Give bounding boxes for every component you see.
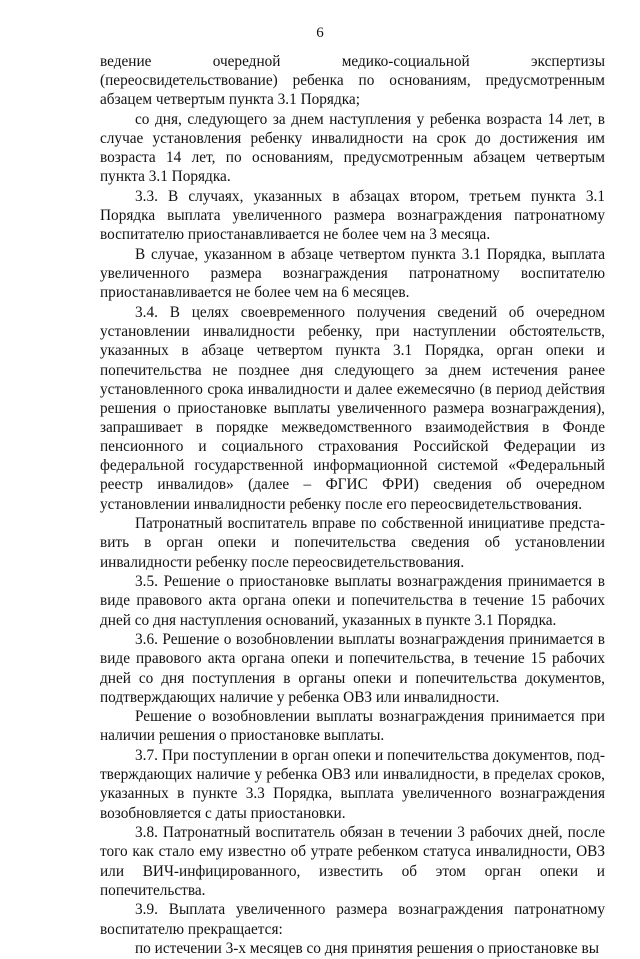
paragraph: со дня, следующего за днем наступления у ребенка возраста 14 лет, в случае установления ребенку инвалидности на срок до достижения им возраста 14 лет, по основаниям, предусмотренным абзацем четвертым пункта 3.1 Порядка. bbox=[100, 110, 605, 186]
paragraph: 3.5. Решение о приостановке выплаты вознаграждения принимается в виде правового акта органа опеки и попечительства в течение 15 рабочих дней со дня наступления оснований, указанных в пункте 3.1 Порядка. bbox=[100, 573, 605, 629]
paragraph: Патронатный воспитатель вправе по собственной инициативе представить в орган опеки и попечительства сведения об установлении инвалидности ребенку после переосвидетельствования. bbox=[100, 515, 605, 571]
paragraph: Решение о возобновлении выплаты вознаграждения принимается при наличии решения о приостановке выплаты. bbox=[100, 708, 605, 745]
paragraph: 3.7. При поступлении в орган опеки и попечительства документов, подтверждающих наличие у ребенка ОВЗ или инвалидности, в пределах сроков, указанных в пункте 3.3 Порядка, выплата увеличенного вознаграждения возобновляется с даты приостановки. bbox=[100, 747, 605, 822]
paragraph: 3.8. Патронатный воспитатель обязан в течении 3 рабочих дней, после того как стало ему известно об утрате ребенком статуса инвалидности, ОВЗ или ВИЧ-инфицированного, известить об этом орган опеки и попечительства. bbox=[100, 824, 605, 899]
page-number: 6 bbox=[316, 25, 324, 41]
paragraph: 3.9. Выплата увеличенного размера вознаграждения патронатному воспитателю прекращается: bbox=[100, 901, 605, 938]
paragraph: ведение очередной медико-социальной экспертизы (переосвидетельствование) ребенка по основаниям, предусмотренным абзацем четвертым пункта 3.1 Порядка; bbox=[100, 53, 605, 109]
paragraph: 3.3. В случаях, указанных в абзацах втором, третьем пункта 3.1 Порядка выплата увеличенного размера вознаграждения патронатному воспитателю приостанавливается не более чем на 3 месяца. bbox=[100, 188, 605, 244]
document-body bbox=[100, 52, 605, 959]
paragraph: 3.6. Решение о возобновлении выплаты вознаграждения принимается в виде правового акта органа опеки и попечительства, в течение 15 рабочих дней со дня поступления в органы опеки и попечительства документов, подтверждающих наличие у ребенка ОВЗ или инвалидности. bbox=[100, 631, 605, 706]
paragraph: по истечении 3-х месяцев со дня принятия решения о приостановке вы bbox=[135, 940, 600, 958]
paragraph: В случае, указанном в абзаце четвертом пункта 3.1 Порядка, выплата увеличенного размера вознаграждения патронатному воспитателю приостанавливается не более чем на 6 месяцев. bbox=[100, 246, 605, 302]
paragraph: 3.4. В целях своевременного получения сведений об очередном установлении инвалидности ребенку, при наступлении обстоятельств, указанных в абзаце четвертом пункта 3.1 Порядка, орган опеки и попечительства не позднее дня следующего за днем истечения ранее установленного срока инвалидности и далее ежемесячно (в период действия решения о приостановке выплаты увеличенного размера вознаграждения), запрашивает в порядке межведомственного взаимодействия в Фонде пенсионного и социального страхования Российской Федерации из федеральной государственной информационной системой «Федеральный реестр инвалидов» (далее – ФГИС ФРИ) сведения об очередном установлении инвалидности ребенку после его переосвидетельствования. bbox=[100, 304, 605, 513]
